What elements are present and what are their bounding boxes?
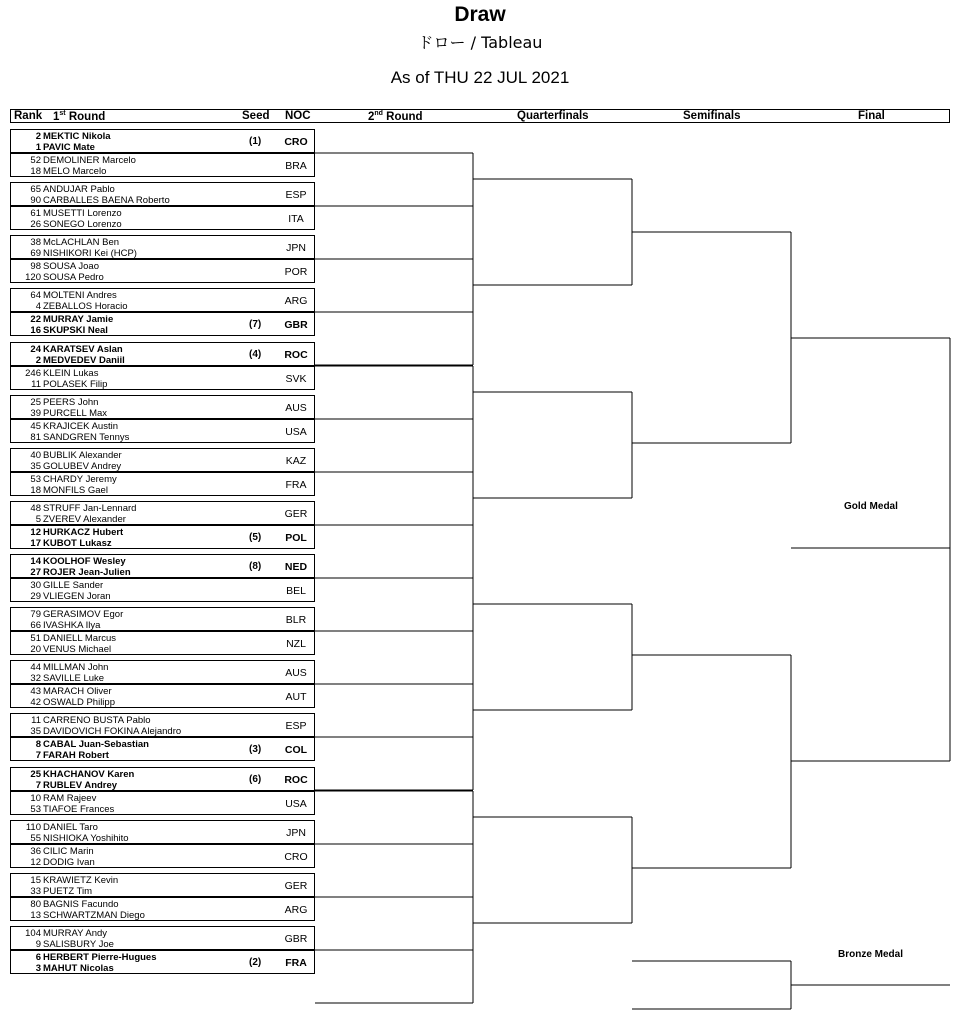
- player-name: DANIELL Marcus: [43, 633, 117, 644]
- player-rank: 44: [30, 662, 41, 673]
- player-entry: [11, 195, 241, 206]
- player-name: POLASEK Filip: [43, 379, 108, 390]
- noc-code: BEL: [286, 585, 306, 597]
- player-entry: [11, 514, 241, 525]
- player-rank: 51: [30, 633, 41, 644]
- player-entry: [11, 857, 241, 868]
- match-box: [10, 926, 315, 950]
- noc-code: POL: [285, 532, 307, 544]
- match-box: [10, 713, 315, 737]
- player-name: VLIEGEN Joran: [43, 591, 111, 602]
- player-rank: 22: [30, 314, 41, 325]
- match-box: [10, 578, 315, 602]
- player-rank: 27: [30, 567, 41, 578]
- player-name: SAVILLE Luke: [43, 673, 105, 684]
- player-rank: 6: [35, 952, 41, 963]
- match-box: [10, 844, 315, 868]
- player-name: PUETZ Tim: [43, 886, 93, 897]
- player-rank: 24: [30, 344, 41, 355]
- player-entry: [11, 833, 241, 844]
- player-name: SANDGREN Tennys: [43, 432, 130, 443]
- match-box: [10, 366, 315, 390]
- player-name: PEERS John: [43, 397, 99, 408]
- col-semifinals: Semifinals: [683, 110, 741, 122]
- player-entry: [11, 368, 241, 379]
- player-name: SOUSA Joao: [43, 261, 99, 272]
- player-name: GILLE Sander: [43, 580, 104, 591]
- match-box: [10, 342, 315, 366]
- match-box: [10, 525, 315, 549]
- player-entry: [11, 750, 241, 761]
- noc-code: USA: [285, 798, 307, 810]
- player-entry: [11, 715, 241, 726]
- player-rank: 25: [30, 397, 41, 408]
- col-quarterfinals: Quarterfinals: [517, 110, 589, 122]
- player-rank: 18: [30, 485, 41, 496]
- noc-code: CRO: [284, 136, 308, 148]
- player-name: ZEBALLOS Horacio: [43, 301, 128, 312]
- player-name: MAHUT Nicolas: [43, 963, 114, 974]
- player-name: ZVEREV Alexander: [43, 514, 126, 525]
- player-entry: [11, 450, 241, 461]
- player-rank: 38: [30, 237, 41, 248]
- player-rank: 80: [30, 899, 41, 910]
- page-title: Draw: [454, 3, 506, 26]
- seed-label: (8): [249, 561, 262, 572]
- player-name: GOLUBEV Andrey: [43, 461, 122, 472]
- player-entry: [11, 739, 241, 750]
- player-rank: 36: [30, 846, 41, 857]
- col-rank: Rank: [14, 110, 43, 122]
- noc-code: KAZ: [285, 455, 307, 467]
- match-box: [10, 206, 315, 230]
- player-rank: 29: [30, 591, 41, 602]
- player-rank: 11: [31, 379, 41, 390]
- page-subtitle: ドロー / Tableau: [417, 33, 543, 52]
- player-rank: 3: [35, 963, 41, 974]
- player-entry: [11, 556, 241, 567]
- player-rank: 35: [30, 461, 41, 472]
- player-entry: [11, 804, 241, 815]
- player-rank: 43: [30, 686, 41, 697]
- player-name: PAVIC Mate: [43, 142, 95, 153]
- player-name: TIAFOE Frances: [43, 804, 115, 815]
- player-rank: 11: [31, 715, 41, 726]
- player-rank: 45: [30, 421, 41, 432]
- player-entry: [11, 503, 241, 514]
- player-name: SALISBURY Joe: [43, 939, 114, 950]
- player-name: KARATSEV Aslan: [43, 344, 123, 355]
- player-name: SCHWARTZMAN Diego: [43, 910, 145, 921]
- match-box: [10, 950, 315, 974]
- match-box: [10, 472, 315, 496]
- player-rank: 15: [30, 875, 41, 886]
- player-entry: [11, 272, 241, 283]
- seed-label: (7): [249, 319, 262, 330]
- player-rank: 33: [30, 886, 41, 897]
- player-entry: [11, 963, 241, 974]
- player-rank: 4: [35, 301, 41, 312]
- player-rank: 18: [30, 166, 41, 177]
- player-name: CHARDY Jeremy: [43, 474, 117, 485]
- match-box: [10, 897, 315, 921]
- player-entry: [11, 939, 241, 950]
- player-name: MURRAY Andy: [43, 928, 108, 939]
- player-rank: 1: [35, 142, 41, 153]
- player-name: MARACH Oliver: [43, 686, 112, 697]
- player-entry: [11, 662, 241, 673]
- noc-code: COL: [284, 744, 308, 756]
- match-box: [10, 607, 315, 631]
- player-name: DEMOLINER Marcelo: [43, 155, 136, 166]
- player-entry: [11, 219, 241, 230]
- player-rank: 12: [30, 527, 41, 538]
- player-name: STRUFF Jan-Lennard: [43, 503, 137, 514]
- player-entry: [11, 793, 241, 804]
- player-name: DODIG Ivan: [43, 857, 95, 868]
- player-entry: [11, 314, 241, 325]
- gold-medal-label: Gold Medal: [844, 501, 898, 512]
- player-entry: [11, 633, 241, 644]
- player-entry: [11, 928, 241, 939]
- col-noc: NOC: [285, 110, 311, 122]
- player-entry: [11, 248, 241, 259]
- player-entry: [11, 620, 241, 631]
- player-entry: [11, 155, 241, 166]
- player-entry: [11, 527, 241, 538]
- player-entry: [11, 131, 241, 142]
- noc-code: ROC: [284, 349, 308, 361]
- col-round2: 2nd Round: [368, 110, 423, 123]
- match-box: [10, 873, 315, 897]
- player-rank: 32: [30, 673, 41, 684]
- player-name: RAM Rajeev: [43, 793, 97, 804]
- match-box: [10, 791, 315, 815]
- player-entry: [11, 780, 241, 791]
- match-box: [10, 820, 315, 844]
- player-rank: 69: [30, 248, 41, 259]
- match-box: [10, 448, 315, 472]
- player-name: ROJER Jean-Julien: [43, 567, 131, 578]
- player-entry: [11, 899, 241, 910]
- match-box: [10, 395, 315, 419]
- player-entry: [11, 290, 241, 301]
- player-entry: [11, 686, 241, 697]
- player-entry: [11, 184, 241, 195]
- player-rank: 64: [30, 290, 41, 301]
- player-name: KUBOT Lukasz: [43, 538, 112, 549]
- player-rank: 5: [35, 514, 41, 525]
- player-rank: 104: [25, 928, 41, 939]
- player-rank: 48: [30, 503, 41, 514]
- noc-code: GER: [284, 508, 308, 520]
- noc-code: BLR: [285, 614, 307, 626]
- match-box: [10, 419, 315, 443]
- player-rank: 66: [30, 620, 41, 631]
- player-rank: 81: [30, 432, 41, 443]
- player-entry: [11, 673, 241, 684]
- player-rank: 10: [30, 793, 41, 804]
- seed-label: (6): [249, 774, 262, 785]
- player-entry: [11, 474, 241, 485]
- player-entry: [11, 421, 241, 432]
- noc-code: AUT: [285, 691, 307, 703]
- seed-label: (2): [249, 957, 262, 968]
- player-rank: 16: [30, 325, 41, 336]
- player-entry: [11, 875, 241, 886]
- player-entry: [11, 952, 241, 963]
- player-rank: 7: [35, 750, 41, 761]
- player-entry: [11, 325, 241, 336]
- match-box: [10, 501, 315, 525]
- player-entry: [11, 591, 241, 602]
- player-name: KRAJICEK Austin: [43, 421, 118, 432]
- player-name: McLACHLAN Ben: [43, 237, 120, 248]
- col-round1: 1st Round: [53, 110, 106, 123]
- noc-code: SVK: [285, 373, 307, 385]
- player-entry: [11, 142, 241, 153]
- player-name: FARAH Robert: [43, 750, 109, 761]
- player-name: MEDVEDEV Daniil: [43, 355, 125, 366]
- match-box: [10, 554, 315, 578]
- player-rank: 2: [35, 355, 41, 366]
- player-name: CILIC Marin: [43, 846, 94, 857]
- match-box: [10, 153, 315, 177]
- player-rank: 20: [30, 644, 41, 655]
- noc-code: AUS: [285, 667, 307, 679]
- player-name: PURCELL Max: [43, 408, 108, 419]
- seed-label: (3): [249, 744, 262, 755]
- player-name: NISHIKORI Kei (HCP): [43, 248, 137, 259]
- player-entry: [11, 208, 241, 219]
- match-box: [10, 737, 315, 761]
- player-rank: 120: [25, 272, 41, 283]
- noc-code: CRO: [284, 851, 308, 863]
- player-name: BAGNIS Facundo: [43, 899, 119, 910]
- player-rank: 65: [30, 184, 41, 195]
- player-entry: [11, 846, 241, 857]
- player-rank: 98: [30, 261, 41, 272]
- noc-code: GER: [284, 880, 308, 892]
- player-name: SKUPSKI Neal: [43, 325, 108, 336]
- player-entry: [11, 432, 241, 443]
- player-entry: [11, 644, 241, 655]
- noc-code: NED: [284, 561, 308, 573]
- bronze-medal-label: Bronze Medal: [838, 949, 904, 960]
- player-name: MEKTIC Nikola: [43, 131, 111, 142]
- player-entry: [11, 538, 241, 549]
- as-of-date: As of THU 22 JUL 2021: [390, 68, 570, 87]
- player-name: HERBERT Pierre-Hugues: [43, 952, 157, 963]
- noc-code: POR: [284, 266, 308, 278]
- player-name: MURRAY Jamie: [43, 314, 114, 325]
- player-name: OSWALD Philipp: [43, 697, 115, 708]
- player-entry: [11, 580, 241, 591]
- player-rank: 110: [25, 822, 41, 833]
- player-rank: 42: [30, 697, 41, 708]
- player-name: MILLMAN John: [43, 662, 109, 673]
- player-rank: 8: [35, 739, 41, 750]
- noc-code: NZL: [286, 638, 306, 650]
- noc-code: ARG: [284, 295, 308, 307]
- seed-label: (4): [249, 349, 262, 360]
- noc-code: FRA: [285, 479, 307, 491]
- player-rank: 13: [30, 910, 41, 921]
- player-rank: 39: [30, 408, 41, 419]
- player-entry: [11, 301, 241, 312]
- match-box: [10, 288, 315, 312]
- player-name: VENUS Michael: [43, 644, 112, 655]
- player-rank: 9: [35, 939, 41, 950]
- player-entry: [11, 609, 241, 620]
- player-rank: 25: [30, 769, 41, 780]
- player-entry: [11, 397, 241, 408]
- player-entry: [11, 408, 241, 419]
- player-rank: 35: [30, 726, 41, 737]
- player-entry: [11, 726, 241, 737]
- noc-code: ROC: [284, 774, 308, 786]
- player-name: RUBLEV Andrey: [43, 780, 118, 791]
- player-entry: [11, 822, 241, 833]
- player-rank: 7: [35, 780, 41, 791]
- player-rank: 90: [30, 195, 41, 206]
- player-entry: [11, 910, 241, 921]
- player-rank: 79: [30, 609, 41, 620]
- seed-label: (1): [249, 136, 262, 147]
- player-name: ANDUJAR Pablo: [43, 184, 115, 195]
- player-name: IVASHKA Ilya: [43, 620, 101, 631]
- player-rank: 55: [30, 833, 41, 844]
- player-rank: 12: [30, 857, 41, 868]
- player-rank: 26: [30, 219, 41, 230]
- player-name: MELO Marcelo: [43, 166, 107, 177]
- column-header-row: [10, 109, 950, 123]
- player-name: HURKACZ Hubert: [43, 527, 124, 538]
- player-entry: [11, 769, 241, 780]
- player-entry: [11, 697, 241, 708]
- player-name: SOUSA Pedro: [43, 272, 104, 283]
- player-name: KHACHANOV Karen: [43, 769, 135, 780]
- player-name: DANIEL Taro: [43, 822, 98, 833]
- player-entry: [11, 379, 241, 390]
- player-rank: 14: [30, 556, 41, 567]
- player-name: GERASIMOV Egor: [43, 609, 124, 620]
- player-entry: [11, 237, 241, 248]
- player-name: KRAWIETZ Kevin: [43, 875, 119, 886]
- noc-code: JPN: [286, 242, 306, 254]
- noc-code: GBR: [284, 319, 308, 331]
- match-box: [10, 767, 315, 791]
- player-name: NISHIOKA Yoshihito: [43, 833, 129, 844]
- player-name: SONEGO Lorenzo: [43, 219, 122, 230]
- noc-code: ESP: [285, 720, 307, 732]
- match-box: [10, 660, 315, 684]
- player-entry: [11, 261, 241, 272]
- noc-code: AUS: [285, 402, 307, 414]
- player-entry: [11, 485, 241, 496]
- player-entry: [11, 567, 241, 578]
- seed-label: (5): [249, 532, 262, 543]
- player-name: MUSETTI Lorenzo: [43, 208, 122, 219]
- player-rank: 2: [35, 131, 41, 142]
- noc-code: BRA: [285, 160, 307, 172]
- player-name: CARRENO BUSTA Pablo: [43, 715, 151, 726]
- player-name: CARBALLES BAENA Roberto: [43, 195, 170, 206]
- player-name: CABAL Juan-Sebastian: [43, 739, 149, 750]
- player-rank: 17: [30, 538, 41, 549]
- player-name: MOLTENI Andres: [43, 290, 117, 301]
- player-rank: 52: [30, 155, 41, 166]
- player-rank: 53: [30, 804, 41, 815]
- noc-code: ESP: [285, 189, 307, 201]
- match-box: [10, 259, 315, 283]
- player-name: KLEIN Lukas: [43, 368, 99, 379]
- player-name: KOOLHOF Wesley: [43, 556, 126, 567]
- player-rank: 246: [25, 368, 41, 379]
- match-box: [10, 631, 315, 655]
- noc-code: ARG: [284, 904, 308, 916]
- player-name: DAVIDOVICH FOKINA Alejandro: [43, 726, 182, 737]
- match-box: [10, 684, 315, 708]
- col-final: Final: [858, 110, 885, 122]
- player-entry: [11, 344, 241, 355]
- noc-code: ITA: [288, 213, 304, 225]
- player-entry: [11, 355, 241, 366]
- match-box: [10, 235, 315, 259]
- player-rank: 53: [30, 474, 41, 485]
- player-rank: 61: [30, 208, 41, 219]
- match-box: [10, 182, 315, 206]
- col-seed: Seed: [242, 110, 270, 122]
- player-name: BUBLIK Alexander: [43, 450, 122, 461]
- match-box: [10, 129, 315, 153]
- noc-code: USA: [285, 426, 307, 438]
- player-entry: [11, 886, 241, 897]
- player-entry: [11, 166, 241, 177]
- noc-code: JPN: [286, 827, 306, 839]
- noc-code: FRA: [285, 957, 307, 969]
- match-box: [10, 312, 315, 336]
- noc-code: GBR: [284, 933, 308, 945]
- player-entry: [11, 461, 241, 472]
- player-name: MONFILS Gael: [43, 485, 108, 496]
- player-rank: 30: [30, 580, 41, 591]
- player-rank: 40: [30, 450, 41, 461]
